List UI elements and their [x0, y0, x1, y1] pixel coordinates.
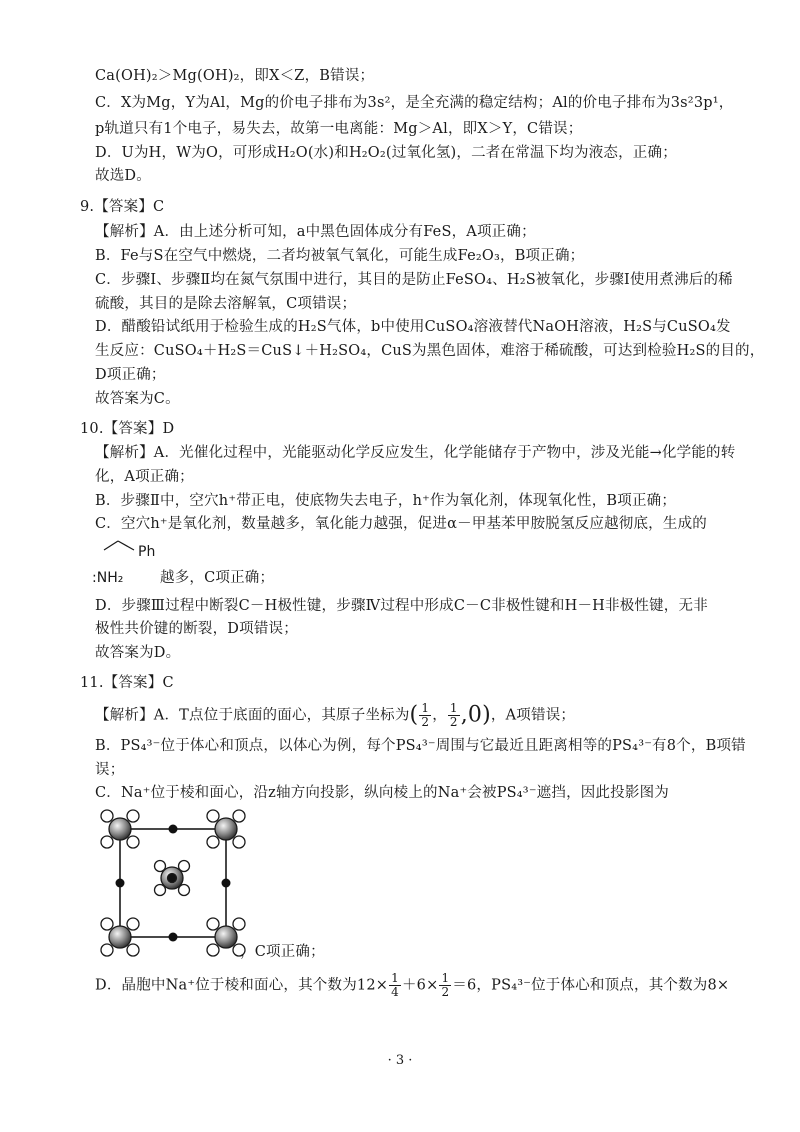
text-line-with-fractions — [95, 972, 729, 999]
fraction: $\frac{1}{2}$ — [421, 701, 430, 729]
answer-heading-11: 11.【答案】C — [80, 675, 174, 691]
text-segment: ＋6× — [401, 977, 439, 994]
page-number: · 3 · — [387, 1053, 413, 1068]
text-segment: ＝6，PS₄³⁻位于体心和顶点，其个数为8× — [452, 977, 730, 994]
text-line: Ca(OH)₂＞Mg(OH)₂，即X＜Z，B错误； — [95, 68, 375, 84]
text-line: ，C项正确； — [240, 944, 325, 960]
text-line-with-coordinate — [95, 702, 575, 729]
paren: ( — [409, 702, 419, 728]
text-line: 故答案为C。 — [95, 391, 180, 407]
text-line: 故选D。 — [95, 168, 151, 184]
molecule-nh2-label: :NH₂ — [92, 570, 124, 586]
answer-heading-9: 9.【答案】C — [80, 199, 165, 215]
text-line: B．步骤Ⅱ中，空穴h⁺带正电，使底物失去电子，h⁺作为氧化剂，体现氧化性，B项正确； — [95, 493, 677, 509]
text-line: D．U为H，W为O，可形成H₂O(水)和H₂O₂(过氧化氢)，二者在常温下均为液态，正确； — [95, 145, 677, 161]
text-line: 【解析】A．由上述分析可知，a中黑色固体成分有FeS，A项正确； — [95, 224, 536, 240]
text-line: C．步骤Ⅰ、步骤Ⅱ均在氮气氛围中进行，其目的是防止FeSO₄、H₂S被氧化，步骤Ⅰ使用煮沸后的稀 — [95, 272, 733, 288]
projection-diagram — [92, 802, 252, 962]
text-line: 极性共价键的断裂，D项错误； — [95, 621, 298, 637]
text-segment: D．晶胞中Na⁺位于棱和面心，其个数为12× — [95, 977, 389, 994]
comma: ， — [432, 707, 447, 724]
molecule-ph-label: Ph — [138, 544, 156, 560]
center-cluster — [155, 861, 190, 896]
text-line: 故答案为D。 — [95, 645, 181, 661]
text-line: 化，A项正确； — [95, 469, 194, 485]
text-line: D．步骤Ⅲ过程中断裂C－H极性键，步骤Ⅳ过程中形成C－C非极性键和H－H非极性键，无非 — [95, 598, 708, 614]
text-line: 误； — [95, 762, 125, 778]
fraction: $\frac{1}{4}$ — [391, 971, 399, 999]
text-line: D项正确； — [95, 367, 166, 383]
text-segment: ，A项错误； — [490, 707, 576, 724]
text-line: B．Fe与S在空气中燃烧，二者均被氧气氧化，可能生成Fe₂O₃，B项正确； — [95, 248, 585, 264]
answer-heading-10: 10.【答案】D — [80, 421, 175, 437]
text-line: 生反应：CuSO₄＋H₂S＝CuS↓＋H₂SO₄，CuS为黑色固体，难溶于稀硫酸，可达到检验H₂S的目的， — [95, 343, 765, 359]
text-line: B．PS₄³⁻位于体心和顶点，以体心为例，每个PS₄³⁻周围与它最近且距离相等的PS₄³⁻有8个，B项错 — [95, 738, 746, 754]
text-line: D．醋酸铅试纸用于检验生成的H₂S气体，b中使用CuSO₄溶液替代NaOH溶液，H₂S与CuSO₄发 — [95, 319, 731, 335]
fraction: $\frac{1}{2}$ — [441, 971, 450, 999]
text-line: 【解析】A．光催化过程中，光能驱动化学反应发生，化学能储存于产物中，涉及光能→化学能的转 — [95, 445, 736, 461]
paren: ,0) — [460, 702, 491, 728]
text-line: 越多，C项正确； — [160, 570, 275, 586]
text-line: p轨道只有1个电子，易失去，故第一电离能：Mg＞Al，即X＞Y，C错误； — [95, 121, 583, 137]
text-line: C．X为Mg，Y为Al，Mg的价电子排布为3s²，是全充满的稳定结构；Al的价电子排布为3s²3p¹， — [95, 95, 734, 111]
text-line: 硫酸，其目的是除去溶解氧，C项错误； — [95, 296, 357, 312]
fraction: $\frac{1}{2}$ — [449, 701, 458, 729]
text-line: C．Na⁺位于棱和面心，沿z轴方向投影，纵向棱上的Na⁺会被PS₄³⁻遮挡，因此投影图为 — [95, 785, 669, 801]
text-line: C．空穴h⁺是氧化剂，数量越多，氧化能力越强，促进α－甲基苯甲胺脱氢反应越彻底，生成的 — [95, 516, 707, 532]
text-segment: 【解析】A．T点位于底面的面心，其原子坐标为 — [95, 707, 410, 724]
